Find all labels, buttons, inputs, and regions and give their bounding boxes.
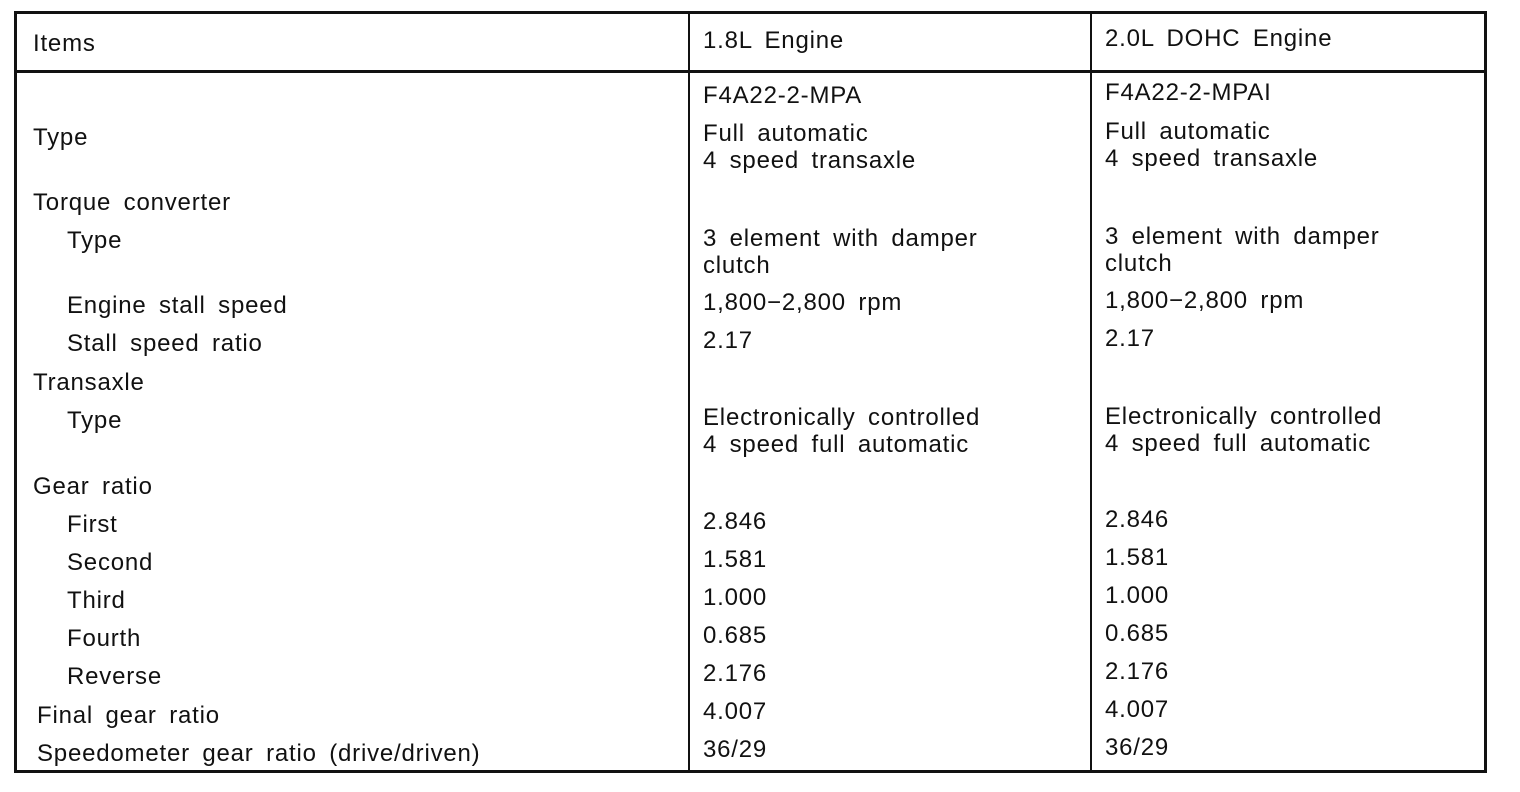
row-label-torque-converter: Torque converter — [33, 189, 231, 216]
row-label-type: Type — [33, 124, 89, 151]
cell-fourth-18: 0.685 — [703, 622, 768, 649]
cell-first-20: 2.846 — [1105, 506, 1170, 533]
cell-type-18: Full automatic 4 speed transaxle — [703, 120, 917, 174]
row-label-third: Third — [67, 587, 126, 614]
row-label-tc-type: Type — [67, 227, 123, 254]
row-label-stall-speed-ratio: Stall speed ratio — [67, 330, 263, 357]
cell-reverse-20: 2.176 — [1105, 658, 1170, 685]
row-label-speedometer-gear-ratio: Speedometer gear ratio (drive/driven) — [37, 740, 481, 767]
header-divider — [17, 70, 1484, 73]
cell-second-20: 1.581 — [1105, 544, 1170, 571]
cell-third-18: 1.000 — [703, 584, 768, 611]
row-label-gear-ratio: Gear ratio — [33, 473, 153, 500]
header-engine-18: 1.8L Engine — [703, 27, 845, 54]
cell-first-18: 2.846 — [703, 508, 768, 535]
row-label-engine-stall-speed: Engine stall speed — [67, 292, 288, 319]
cell-second-18: 1.581 — [703, 546, 768, 573]
cell-transaxle-type-18: Electronically controlled 4 speed full automatic — [703, 404, 981, 458]
cell-stall-speed-20: 1,800−2,800 rpm — [1105, 287, 1305, 314]
cell-stall-speed-18: 1,800−2,800 rpm — [703, 289, 903, 316]
cell-final-gear-20: 4.007 — [1105, 696, 1170, 723]
cell-model-18: F4A22-2-MPA — [703, 82, 863, 109]
column-divider — [1090, 14, 1092, 770]
cell-transaxle-type-20: Electronically controlled 4 speed full automatic — [1105, 403, 1383, 457]
row-label-transaxle-type: Type — [67, 407, 123, 434]
column-divider — [688, 14, 690, 770]
cell-type-20: Full automatic 4 speed transaxle — [1105, 118, 1319, 172]
cell-stall-ratio-20: 2.17 — [1105, 325, 1155, 352]
cell-tc-type-18: 3 element with damper clutch — [703, 225, 978, 279]
row-label-fourth: Fourth — [67, 625, 142, 652]
row-label-transaxle: Transaxle — [33, 369, 145, 396]
cell-tc-type-20: 3 element with damper clutch — [1105, 223, 1380, 277]
row-label-reverse: Reverse — [67, 663, 162, 690]
cell-third-20: 1.000 — [1105, 582, 1170, 609]
cell-stall-ratio-18: 2.17 — [703, 327, 753, 354]
row-label-first: First — [67, 511, 118, 538]
cell-fourth-20: 0.685 — [1105, 620, 1170, 647]
cell-speedometer-20: 36/29 — [1105, 734, 1170, 761]
cell-reverse-18: 2.176 — [703, 660, 768, 687]
row-label-second: Second — [67, 549, 154, 576]
cell-final-gear-18: 4.007 — [703, 698, 768, 725]
cell-model-20: F4A22-2-MPAI — [1105, 79, 1272, 106]
row-label-final-gear-ratio: Final gear ratio — [37, 702, 220, 729]
header-items: Items — [33, 30, 96, 57]
header-engine-20: 2.0L DOHC Engine — [1105, 25, 1333, 52]
spec-table — [14, 11, 1487, 773]
cell-speedometer-18: 36/29 — [703, 736, 768, 763]
